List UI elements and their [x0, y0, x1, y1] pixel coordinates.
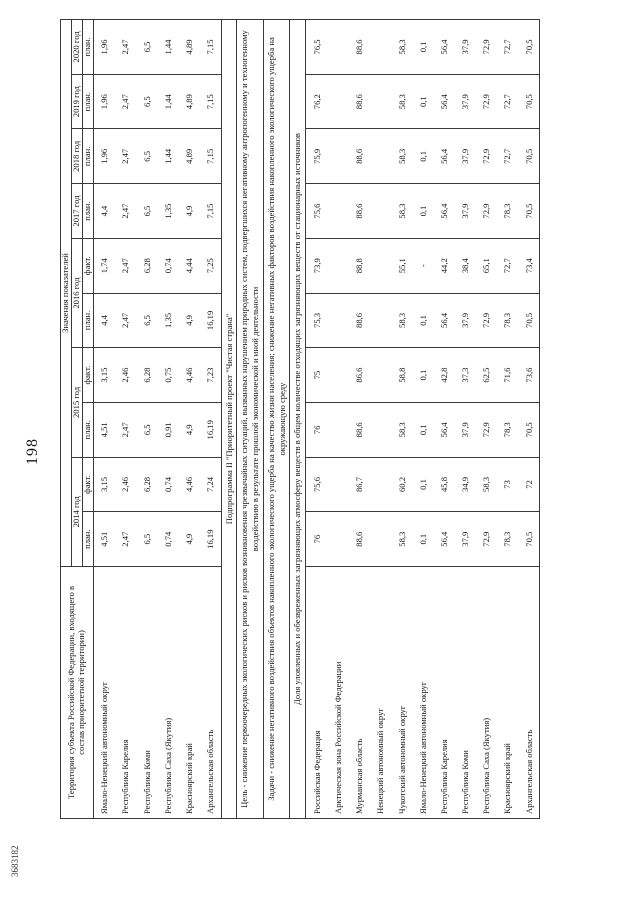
- value-cell: 73,9: [306, 238, 328, 293]
- value-cell: 37,9: [454, 74, 475, 129]
- value-cell: [370, 457, 391, 512]
- year-header-2019: 2019 год: [71, 74, 82, 129]
- territory-name: Архангельская область: [200, 567, 222, 819]
- territory-name: Архангельская область: [518, 567, 540, 819]
- value-cell: 73: [497, 457, 518, 512]
- value-cell: 65,1: [476, 238, 497, 293]
- territory-name: Республика Карелия: [115, 567, 136, 819]
- table-row: [93, 20, 115, 819]
- table-row: [412, 20, 433, 819]
- value-cell: 1,96: [93, 129, 115, 184]
- value-cell: 88,8: [349, 238, 370, 293]
- fact-header: факт.: [82, 348, 93, 403]
- value-cell: 56,4: [433, 184, 454, 239]
- value-cell: 78,3: [497, 512, 518, 567]
- plan-header: план.: [82, 293, 93, 348]
- value-cell: 2,47: [115, 129, 136, 184]
- value-cell: 58,3: [391, 293, 412, 348]
- table-row: [391, 20, 412, 819]
- value-cell: 0,1: [412, 512, 433, 567]
- value-cell: 6,5: [136, 402, 157, 457]
- value-cell: 37,9: [454, 20, 475, 75]
- value-cell: 6,5: [136, 20, 157, 75]
- table-row: [115, 20, 136, 819]
- value-cell: 88,6: [349, 74, 370, 129]
- territory-name: Мурманская область: [349, 567, 370, 819]
- year-header-2018: 2018 год: [71, 129, 82, 184]
- value-cell: 76: [306, 512, 328, 567]
- value-cell: 0,1: [412, 402, 433, 457]
- value-cell: 86,7: [349, 457, 370, 512]
- value-cell: [370, 74, 391, 129]
- value-cell: [327, 457, 348, 512]
- value-cell: 70,5: [518, 74, 540, 129]
- value-cell: [327, 184, 348, 239]
- value-cell: 3,15: [93, 348, 115, 403]
- value-cell: 45,8: [433, 457, 454, 512]
- value-cell: 7,25: [200, 238, 222, 293]
- value-cell: 58,3: [391, 512, 412, 567]
- value-cell: 2,47: [115, 293, 136, 348]
- value-cell: 1,96: [93, 74, 115, 129]
- value-cell: 6,5: [136, 74, 157, 129]
- value-cell: 2,47: [115, 20, 136, 75]
- value-cell: 16,19: [200, 512, 222, 567]
- value-cell: [327, 293, 348, 348]
- value-cell: 58,3: [391, 184, 412, 239]
- value-cell: 86,6: [349, 348, 370, 403]
- value-cell: [327, 74, 348, 129]
- value-cell: 62,5: [476, 348, 497, 403]
- block-2-rows: [306, 20, 540, 819]
- table-row: [454, 20, 475, 819]
- plan-header: план.: [82, 129, 93, 184]
- value-cell: 37,9: [454, 402, 475, 457]
- value-cell: 72,9: [476, 184, 497, 239]
- value-cell: 16,19: [200, 293, 222, 348]
- territory-name: Арктическая зона Российской Федерации: [327, 567, 348, 819]
- value-cell: 72,7: [497, 129, 518, 184]
- value-cell: 1,44: [157, 20, 178, 75]
- territory-name: Республика Коми: [136, 567, 157, 819]
- value-cell: 4,9: [178, 512, 199, 567]
- value-cell: 1,96: [93, 20, 115, 75]
- value-cell: 4,46: [178, 348, 199, 403]
- value-cell: 0,74: [157, 457, 178, 512]
- value-cell: 4,89: [178, 74, 199, 129]
- value-cell: 70,5: [518, 512, 540, 567]
- value-cell: 88,6: [349, 512, 370, 567]
- value-cell: 2,46: [115, 348, 136, 403]
- value-cell: 72,9: [476, 129, 497, 184]
- value-cell: 2,47: [115, 402, 136, 457]
- value-cell: 34,9: [454, 457, 475, 512]
- value-cell: 55,1: [391, 238, 412, 293]
- values-header: Значения показателей: [61, 20, 72, 567]
- value-cell: 42,8: [433, 348, 454, 403]
- task-text: Задачи - снижение негативного воздействия объектов накопленного экологического ущерба на качество жизни населения; снижение негативных факторов воздействия накопленного экологического ущерба на окружающую среду: [263, 20, 289, 819]
- table-row: [327, 20, 348, 819]
- value-cell: 56,4: [433, 402, 454, 457]
- value-cell: 1,44: [157, 129, 178, 184]
- plan-header: план.: [82, 20, 93, 75]
- value-cell: 4,9: [178, 293, 199, 348]
- table-row: [433, 20, 454, 819]
- value-cell: 58,8: [391, 348, 412, 403]
- value-cell: 58,3: [476, 457, 497, 512]
- value-cell: [327, 238, 348, 293]
- year-header-2017: 2017 год: [71, 184, 82, 239]
- value-cell: 75,3: [306, 293, 328, 348]
- value-cell: [370, 238, 391, 293]
- territory-name: Чукотский автономный округ: [391, 567, 412, 819]
- year-header-2014: 2014 год: [71, 457, 82, 566]
- value-cell: [370, 402, 391, 457]
- table-row: [178, 20, 199, 819]
- indicators-table: [60, 19, 540, 819]
- value-cell: 4,89: [178, 129, 199, 184]
- value-cell: 72,9: [476, 74, 497, 129]
- value-cell: 16,19: [200, 402, 222, 457]
- value-cell: 6,28: [136, 238, 157, 293]
- value-cell: 72,9: [476, 20, 497, 75]
- fact-header: факт.: [82, 457, 93, 512]
- value-cell: 6,28: [136, 348, 157, 403]
- value-cell: 58,3: [391, 129, 412, 184]
- value-cell: 2,47: [115, 238, 136, 293]
- territory-name: Красноярский край: [178, 567, 199, 819]
- value-cell: 6,5: [136, 512, 157, 567]
- table-row: [497, 20, 518, 819]
- value-cell: 88,6: [349, 293, 370, 348]
- value-cell: 73,6: [518, 348, 540, 403]
- value-cell: 37,9: [454, 184, 475, 239]
- value-cell: 1,44: [157, 74, 178, 129]
- territory-name: Республика Саха (Якутия): [157, 567, 178, 819]
- table-row: [157, 20, 178, 819]
- value-cell: 58,3: [391, 20, 412, 75]
- value-cell: 70,5: [518, 20, 540, 75]
- value-cell: 37,9: [454, 512, 475, 567]
- value-cell: 56,4: [433, 512, 454, 567]
- plan-header: план.: [82, 402, 93, 457]
- value-cell: 71,6: [497, 348, 518, 403]
- value-cell: 78,3: [497, 402, 518, 457]
- value-cell: 37,3: [454, 348, 475, 403]
- territory-name: Российская Федерация: [306, 567, 328, 819]
- value-cell: 58,3: [391, 402, 412, 457]
- value-cell: 70,5: [518, 129, 540, 184]
- value-cell: 2,47: [115, 74, 136, 129]
- value-cell: 0,1: [412, 293, 433, 348]
- value-cell: 75,9: [306, 129, 328, 184]
- value-cell: 6,5: [136, 129, 157, 184]
- table-row: [136, 20, 157, 819]
- territory-name: Красноярский край: [497, 567, 518, 819]
- value-cell: 7,23: [200, 348, 222, 403]
- table-row: [518, 20, 540, 819]
- territory-name: Ямало-Ненецкий автономный округ: [412, 567, 433, 819]
- fact-header: факт.: [82, 238, 93, 293]
- value-cell: 4,44: [178, 238, 199, 293]
- value-cell: [370, 184, 391, 239]
- value-cell: 37,9: [454, 293, 475, 348]
- value-cell: 88,6: [349, 20, 370, 75]
- value-cell: 4,4: [93, 293, 115, 348]
- value-cell: 72,9: [476, 402, 497, 457]
- value-cell: 72,7: [497, 238, 518, 293]
- value-cell: 70,5: [518, 293, 540, 348]
- value-cell: 75: [306, 348, 328, 403]
- value-cell: 7,24: [200, 457, 222, 512]
- value-cell: 4,9: [178, 402, 199, 457]
- goal-text: Цель - снижение первоочередных экологических рисков и рисков возникновения чрезвычайных ситуаций, вызванных нарушением природных систем, подвергшихся негативному антропогенному и техногенному воздействию в результате прошлой экономической и иной деятельности: [237, 20, 263, 819]
- value-cell: 4,89: [178, 20, 199, 75]
- value-cell: 0,91: [157, 402, 178, 457]
- value-cell: [327, 129, 348, 184]
- value-cell: 76,2: [306, 74, 328, 129]
- page-number: 198: [24, 438, 41, 465]
- value-cell: 72: [518, 457, 540, 512]
- value-cell: 38,4: [454, 238, 475, 293]
- value-cell: 0,1: [412, 74, 433, 129]
- value-cell: 76: [306, 402, 328, 457]
- value-cell: 4,46: [178, 457, 199, 512]
- territory-header: Территория субъекта Российской Федерации, входящего в состав приоритетной территории): [61, 567, 94, 819]
- value-cell: 72,7: [497, 74, 518, 129]
- value-cell: 4,51: [93, 402, 115, 457]
- year-header-2016: 2016 год: [71, 238, 82, 347]
- value-cell: 6,5: [136, 293, 157, 348]
- subprogram-title: Подпрограмма II "Приоритетный проект "Чистая страна": [221, 20, 237, 819]
- value-cell: 2,47: [115, 512, 136, 567]
- value-cell: 72,9: [476, 512, 497, 567]
- table-row: [349, 20, 370, 819]
- value-cell: 56,4: [433, 20, 454, 75]
- value-cell: [370, 348, 391, 403]
- value-cell: 88,6: [349, 402, 370, 457]
- value-cell: [370, 512, 391, 567]
- value-cell: 56,4: [433, 293, 454, 348]
- value-cell: 72,9: [476, 293, 497, 348]
- value-cell: 56,4: [433, 129, 454, 184]
- value-cell: 7,15: [200, 74, 222, 129]
- value-cell: 0,74: [157, 512, 178, 567]
- value-cell: [370, 293, 391, 348]
- value-cell: 1,74: [93, 238, 115, 293]
- value-cell: 58,3: [391, 74, 412, 129]
- table-row: [306, 20, 328, 819]
- table-row: [370, 20, 391, 819]
- value-cell: 0,1: [412, 348, 433, 403]
- table-row: [200, 20, 222, 819]
- subprogram-section: [221, 20, 305, 819]
- value-cell: 75,6: [306, 184, 328, 239]
- value-cell: 78,3: [497, 293, 518, 348]
- value-cell: 78,3: [497, 184, 518, 239]
- value-cell: 0,75: [157, 348, 178, 403]
- plan-header: план.: [82, 512, 93, 567]
- year-header-2020: 2020 год: [71, 20, 82, 75]
- plan-header: план.: [82, 74, 93, 129]
- territory-name: Ямало-Ненецкий автономный округ: [93, 567, 115, 819]
- value-cell: 1,35: [157, 293, 178, 348]
- territory-name: Республика Саха (Якутия): [476, 567, 497, 819]
- plan-header: план.: [82, 184, 93, 239]
- block-1-rows: [93, 20, 221, 819]
- value-cell: [327, 20, 348, 75]
- year-header-2015: 2015 год: [71, 348, 82, 457]
- indicator-title: Доля уловленных и обезвреженных загрязняющих атмосферу веществ в общем количестве отходящих загрязняющих веществ от стационарных источников: [290, 20, 306, 819]
- value-cell: [370, 129, 391, 184]
- value-cell: [327, 348, 348, 403]
- value-cell: 7,15: [200, 184, 222, 239]
- value-cell: 88,6: [349, 129, 370, 184]
- value-cell: 2,46: [115, 457, 136, 512]
- table-row: [476, 20, 497, 819]
- value-cell: 70,5: [518, 184, 540, 239]
- value-cell: -: [412, 238, 433, 293]
- value-cell: 73,4: [518, 238, 540, 293]
- value-cell: 0,74: [157, 238, 178, 293]
- value-cell: 3,15: [93, 457, 115, 512]
- territory-name: Республика Карелия: [433, 567, 454, 819]
- value-cell: 88,6: [349, 184, 370, 239]
- value-cell: 6,28: [136, 457, 157, 512]
- value-cell: 37,9: [454, 129, 475, 184]
- value-cell: [327, 512, 348, 567]
- value-cell: [370, 20, 391, 75]
- value-cell: 44,2: [433, 238, 454, 293]
- document-id: 3683182: [10, 845, 20, 877]
- value-cell: 56,4: [433, 74, 454, 129]
- value-cell: 4,4: [93, 184, 115, 239]
- value-cell: 0,1: [412, 20, 433, 75]
- value-cell: 0,1: [412, 129, 433, 184]
- territory-name: Ненецкий автономный округ: [370, 567, 391, 819]
- value-cell: 7,15: [200, 129, 222, 184]
- value-cell: 76,5: [306, 20, 328, 75]
- value-cell: 60,2: [391, 457, 412, 512]
- value-cell: 1,35: [157, 184, 178, 239]
- value-cell: [327, 402, 348, 457]
- value-cell: 0,1: [412, 184, 433, 239]
- value-cell: 2,47: [115, 184, 136, 239]
- value-cell: 0,1: [412, 457, 433, 512]
- territory-name: Республика Коми: [454, 567, 475, 819]
- value-cell: 70,5: [518, 402, 540, 457]
- value-cell: 7,15: [200, 20, 222, 75]
- value-cell: 6,5: [136, 184, 157, 239]
- value-cell: 4,51: [93, 512, 115, 567]
- value-cell: 75,6: [306, 457, 328, 512]
- value-cell: 4,9: [178, 184, 199, 239]
- value-cell: 72,7: [497, 20, 518, 75]
